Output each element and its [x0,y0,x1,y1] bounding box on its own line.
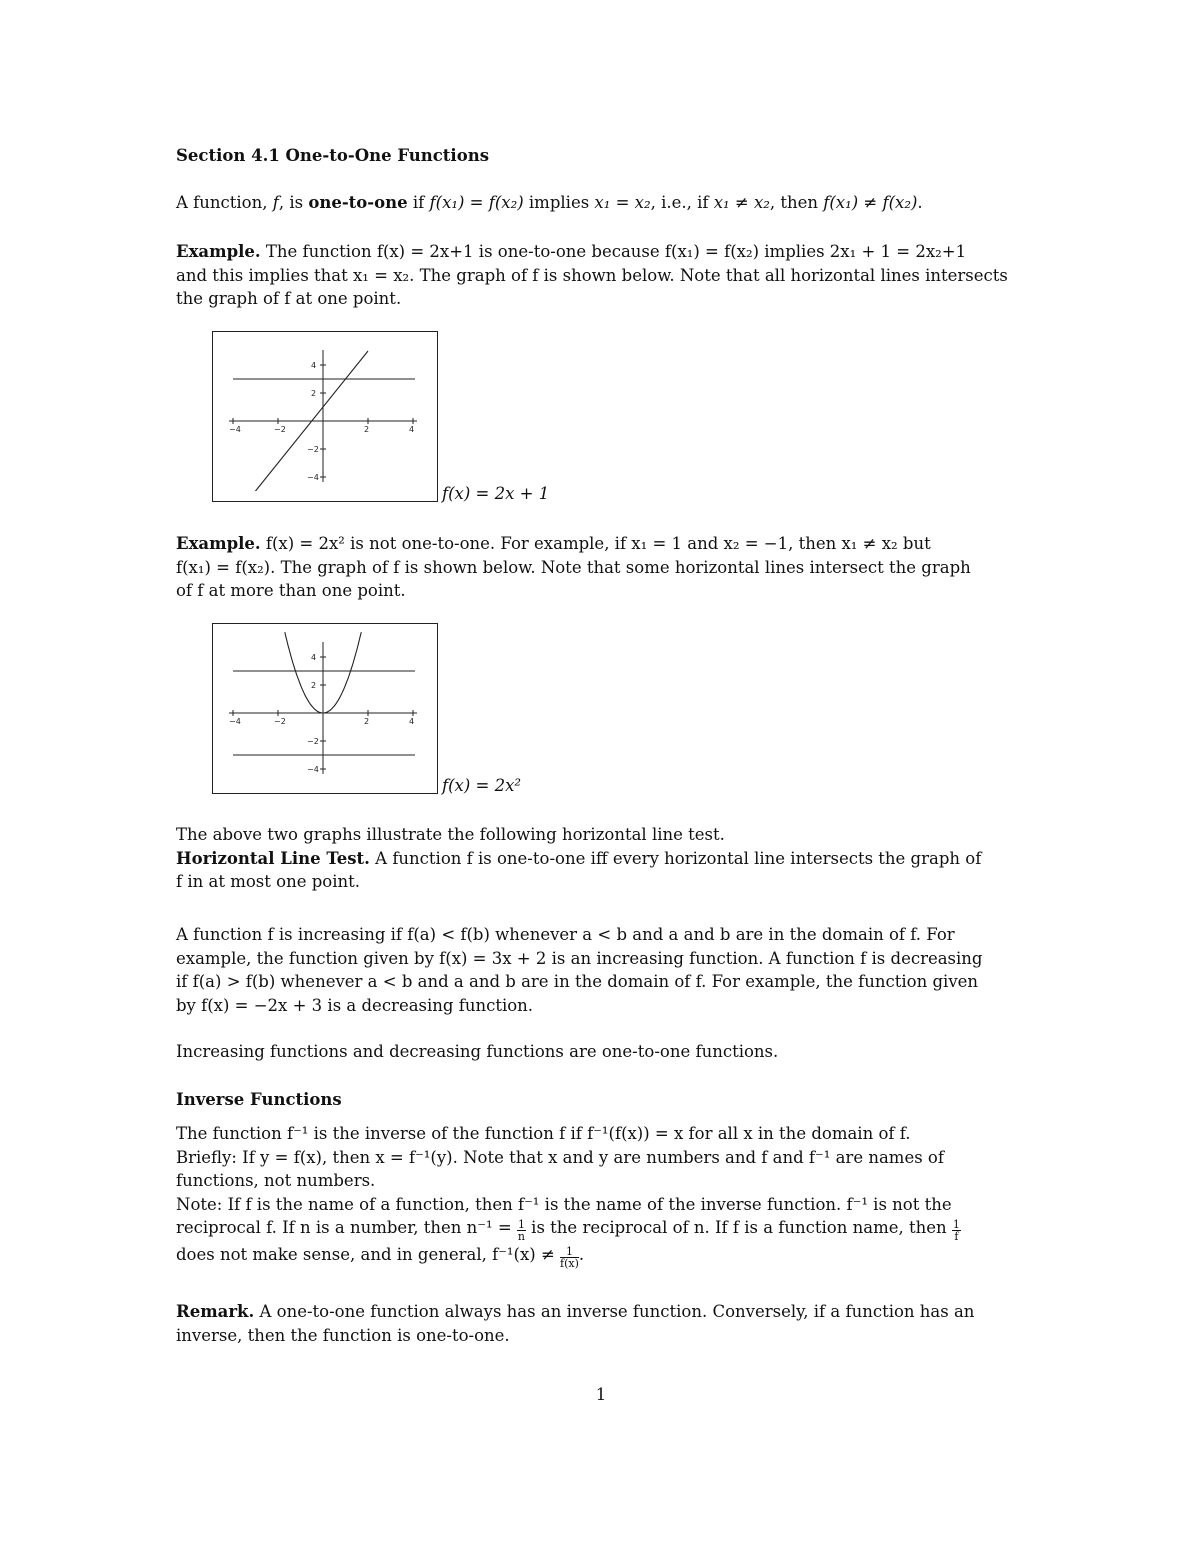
increasing-paragraph: A function f is increasing if f(a) < f(b) whenever a < b and a and b are in the domain of f. For example, the function given by f(x) = 3x + 2 is an increasing function. A function f is decreasing if f(a) > f(b) whenever a < b and a and b are in the domain of f. For example, the function given by f(x) = −2x + 3 is a decreasing function. [176,925,983,1015]
y-tick-label: 4 [311,361,317,370]
document-page [176,0,1026,1553]
fraction-1-over-f: $\frac{1}{f}$ [952,1218,960,1243]
inverse-paragraph: The function f⁻¹ is the inverse of the function f if f⁻¹(f(x)) = x for all x in the domain of f. Briefly: If y = f(x), then x = f⁻¹(y). Note that x and y are numbers and f and f⁻¹ are names of functions, not numbers. Note: If f is the name of a function, then f⁻¹ is the name of the inverse function. f⁻¹ is not the reciprocal f. If n is a number, then n⁻¹ = $\frac{1}{n}$ is the reciprocal of n. If f is a function name, then $\frac{1}{f}$ does not make sense, and in general, f⁻¹(x) ≠ $\frac{1}{f(x)}$ . [176,1124,960,1270]
hlt-paragraph: The above two graphs illustrate the following horizontal line test. Horizontal Line Test. A function f is one-to-one iff every horizontal line intersects the graph of f in at most one point. [176,825,982,891]
y-tick-label: 2 [311,681,317,690]
x-tick-label: −4 [229,425,241,434]
x-tick-label: −4 [229,717,241,726]
y-tick-label: 4 [311,653,317,662]
y-tick-label: −4 [307,473,319,482]
graph-linear [212,331,438,502]
graph-quadratic-caption: f(x) = 2x² [442,776,522,795]
x-tick-label: 4 [409,717,415,726]
graph-quadratic [212,623,438,794]
graph-linear-svg [213,332,436,500]
page-number: 1 [595,1385,607,1404]
y-tick-label: −2 [307,445,319,454]
y-tick-label: 2 [311,389,317,398]
x-tick-label: −2 [274,425,286,434]
x-tick-label: −2 [274,717,286,726]
inverse-title: Inverse Functions [176,1090,342,1109]
term-one-to-one: one-to-one [308,193,408,212]
example-1-paragraph: Example. The function f(x) = 2x+1 is one-to-one because f(x₁) = f(x₂) implies 2x₁ + 1 = 2x₂+1 and this implies that x₁ = x₂. The graph of f is shown below. Note that all horizontal lines intersects the graph of f at one point. [176,242,1008,308]
hlt-label: Horizontal Line Test. [176,848,370,868]
graph-linear-caption: f(x) = 2x + 1 [442,484,550,503]
x-tick-label: 2 [364,717,370,726]
remark-paragraph: Remark. A one-to-one function always has an inverse function. Conversely, if a function has an inverse, then the function is one-to-one. [176,1302,975,1345]
graph-quadratic-svg [213,624,436,792]
example-2-paragraph: Example. f(x) = 2x² is not one-to-one. For example, if x₁ = 1 and x₂ = −1, then x₁ ≠ x₂ but f(x₁) = f(x₂). The graph of f is shown below. Note that some horizontal lines intersect the graph of f at more than one point. [176,534,971,600]
definition-paragraph: A function, f, is one-to-one if f(x₁) = f(x₂) implies x₁ = x₂, i.e., if x₁ ≠ x₂, then f(x₁) ≠ f(x₂). [176,193,923,212]
example-label: Example. [176,534,261,553]
x-tick-label: 2 [364,425,370,434]
y-tick-label: −4 [307,765,319,774]
fraction-1-over-n: $\frac{1}{n}$ [517,1218,525,1243]
x-tick-label: 4 [409,425,415,434]
remark-label: Remark. [176,1302,255,1321]
example-label: Example. [176,242,261,261]
fraction-1-over-fx: $\frac{1}{f(x)}$ [560,1245,579,1270]
inc-dec-note: Increasing functions and decreasing functions are one-to-one functions. [176,1042,779,1061]
y-tick-label: −2 [307,737,319,746]
section-title: Section 4.1 One-to-One Functions [176,146,489,165]
